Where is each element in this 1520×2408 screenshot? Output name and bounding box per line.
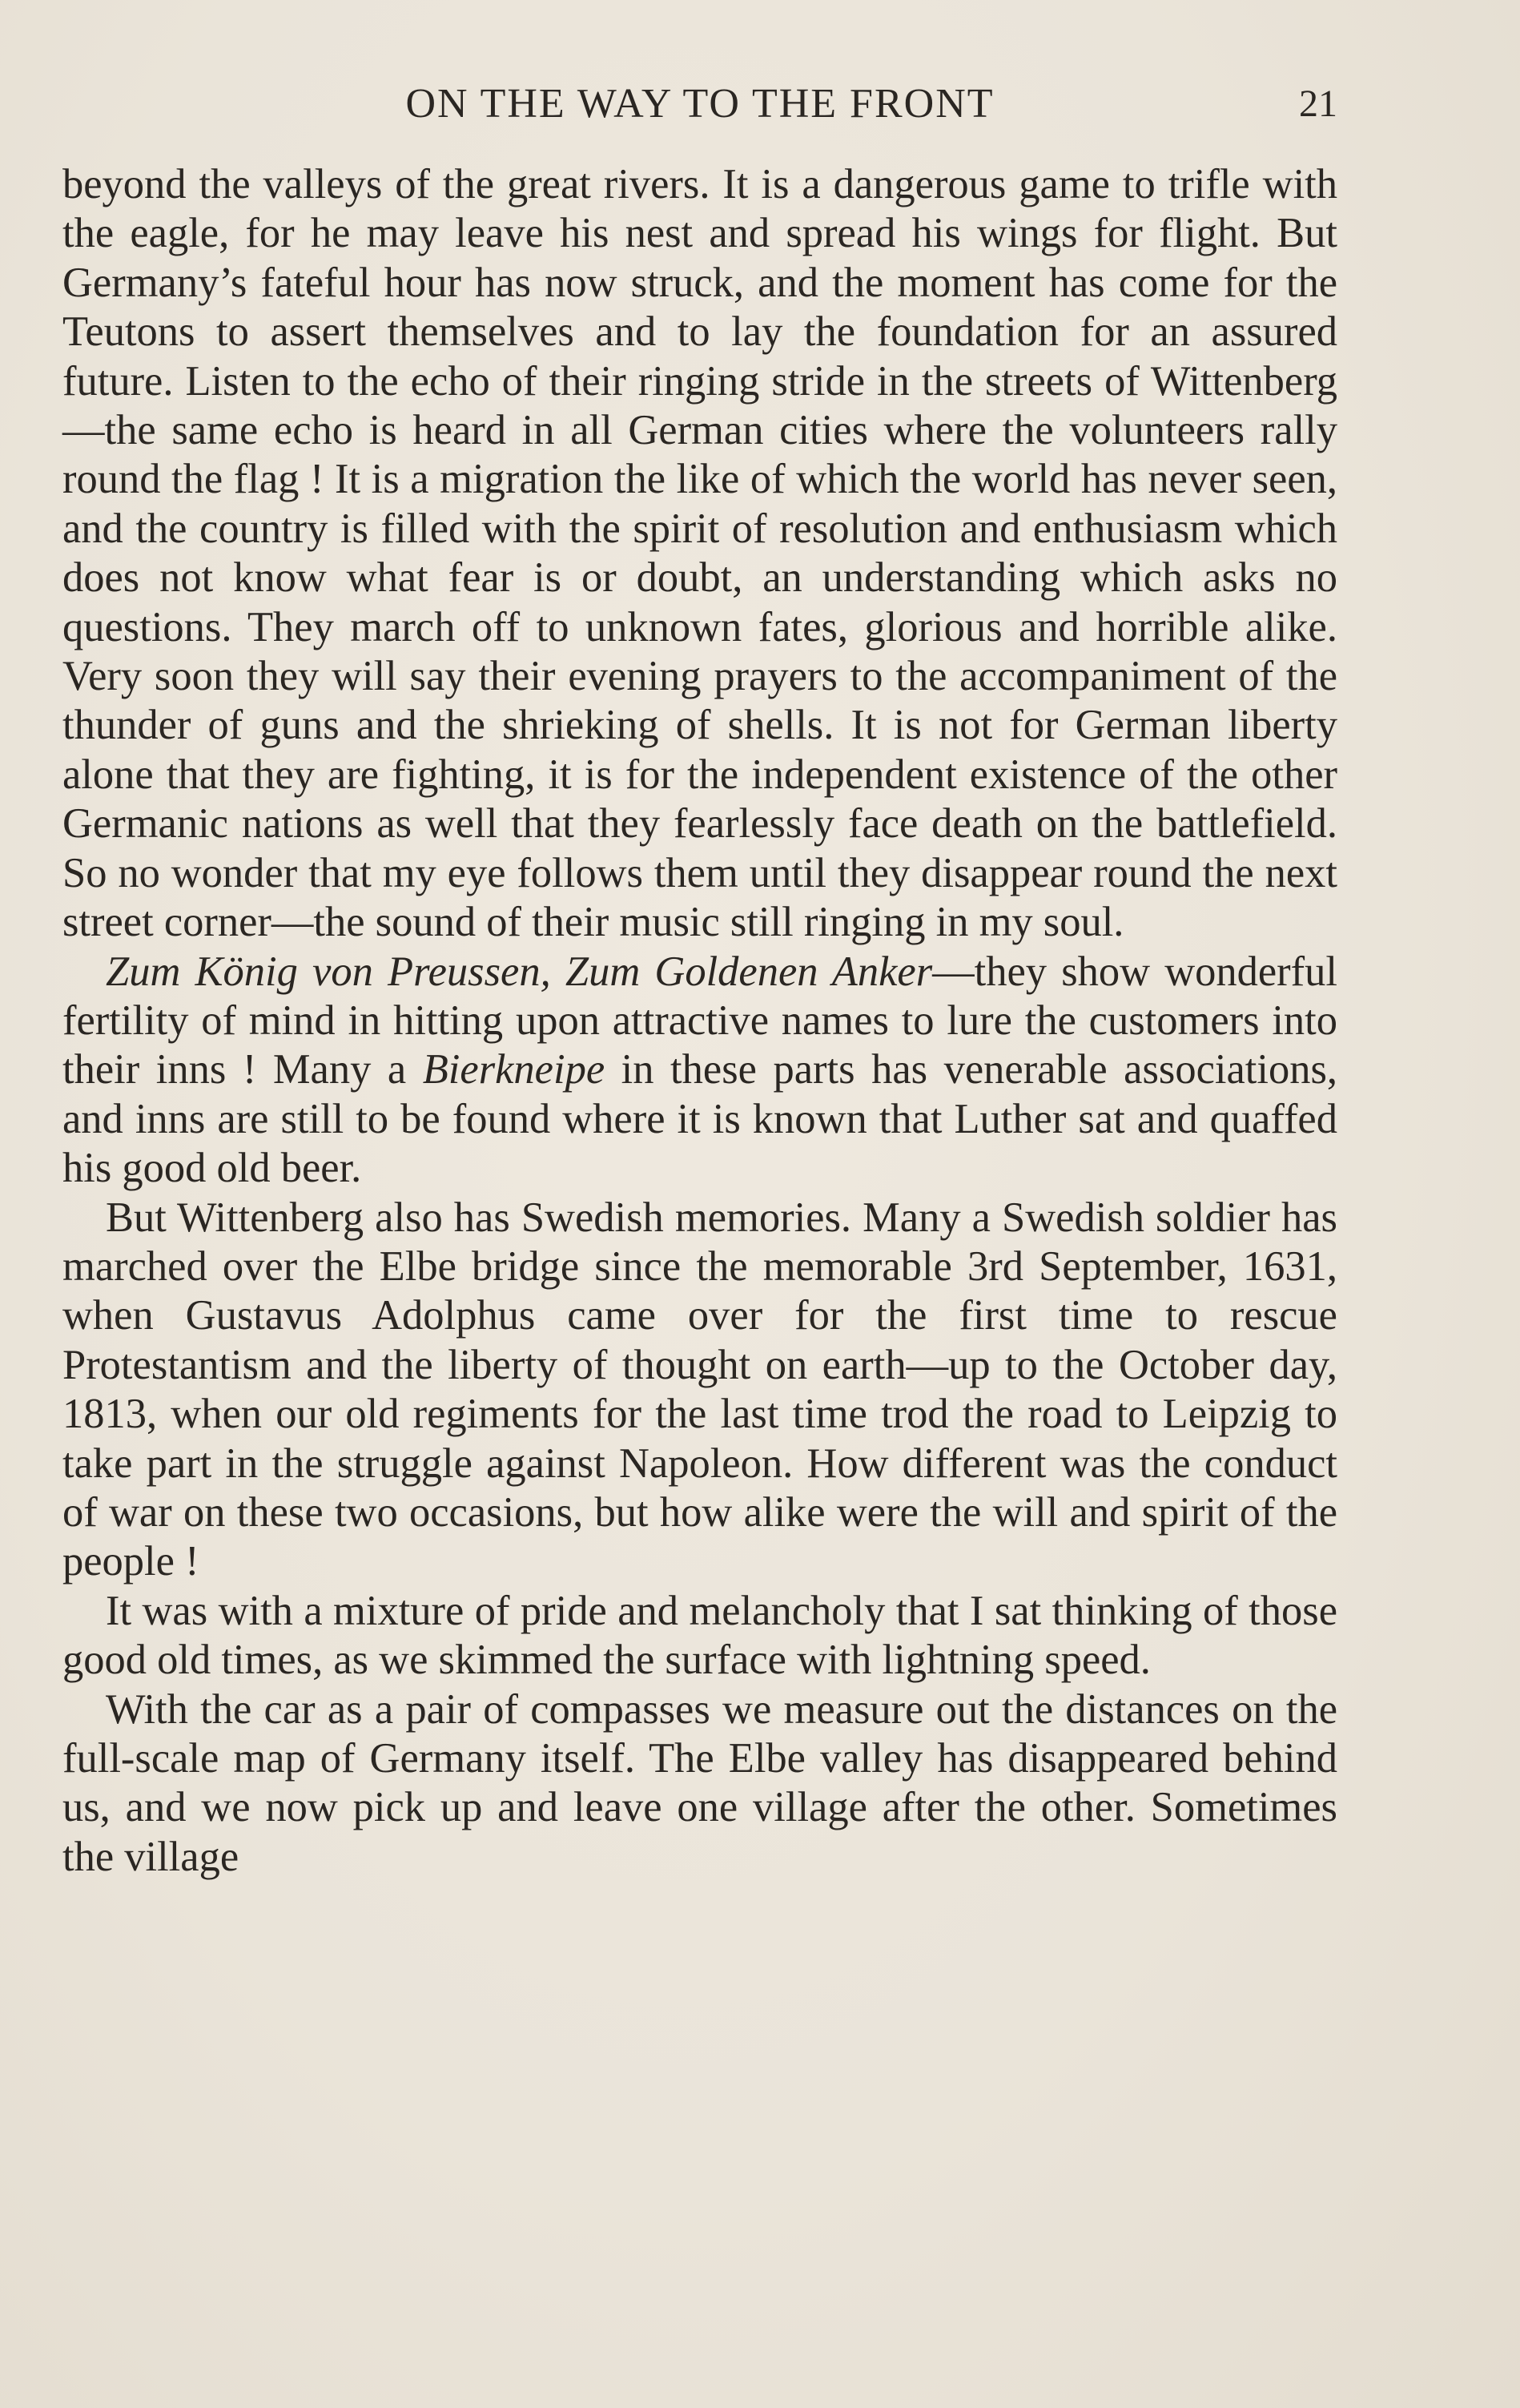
paragraph-5 (62, 1685, 1337, 1883)
paragraph-2-text-a: —they show wonderful fertility of mind in hitting upon attractive names to lure the customers into their inns ! Many a (62, 948, 1337, 1093)
paragraph-3-text: But Wittenberg also has Swedish memories. Many a Swedish soldier has marched over the Elbe bridge since the memorable 3rd September, 1631, when Gustavus Adolphus came over for the first time to rescue Protestantism and the liberty of thought on earth—up to the October day, 1813, when our old regiments for the last time trod the road to Leipzig to take part in the struggle against Napoleon. How different was the conduct of war on these two occasions, but how alike were the will and spirit of the people ! (62, 1194, 1337, 1585)
paragraph-1-text: beyond the valleys of the great rivers. It is a dangerous game to trifle with the eagle, for he may leave his nest and spread his wings for flight. But Germany’s fateful hour has now struck, and the moment has come for the Teutons to assert themselves and to lay the foundation for an assured future. Listen to the echo of their ringing stride in the streets of Wittenberg—the same echo is heard in all German cities where the volunteers rally round the flag ! It is a migration the like of which the world has never seen, and the country is filled with the spirit of resolution and enthusiasm which does not know what fear is or doubt, an understanding which asks no questions. They march off to unknown fates, glorious and horrible alike. Very soon they will say their evening prayers to the accompaniment of the thunder of guns and the shrieking of shells. It is not for German liberty alone that they are fighting, it is for the independent existence of the other Germanic nations as well that they fearlessly face death on the battlefield. So no wonder that my eye follows them until they disappear round the next street corner—the sound of their music still ringing in my soul. (62, 161, 1337, 946)
paragraph-5-text: With the car as a pair of compasses we measure out the distances on the full-scale map of Germany itself. The Elbe valley has disappeared behind us, and we now pick up and leave one village after the other. Sometimes the village (62, 1685, 1337, 1880)
paragraph-2 (62, 948, 1337, 1194)
paragraph-2-text-b: in these parts has venerable associations, and inns are still to be found where it is known that Luther sat and quaffed his good old beer. (62, 1046, 1337, 1192)
page-number: 21 (1299, 83, 1337, 125)
running-head (62, 80, 1337, 128)
bierkneipe-italic: Bierkneipe (422, 1046, 605, 1093)
paragraph-4 (62, 1587, 1337, 1685)
body-text (62, 160, 1337, 1882)
running-title: ON THE WAY TO THE FRONT (405, 81, 995, 127)
paragraph-3 (62, 1194, 1337, 1587)
paragraph-4-text: It was with a mixture of pride and melancholy that I sat thinking of those good old times, as we skimmed the surface with lightning speed. (62, 1587, 1337, 1684)
inn-names-italic: Zum König von Preussen, Zum Goldenen Anker (106, 948, 933, 995)
paragraph-1 (62, 160, 1337, 948)
